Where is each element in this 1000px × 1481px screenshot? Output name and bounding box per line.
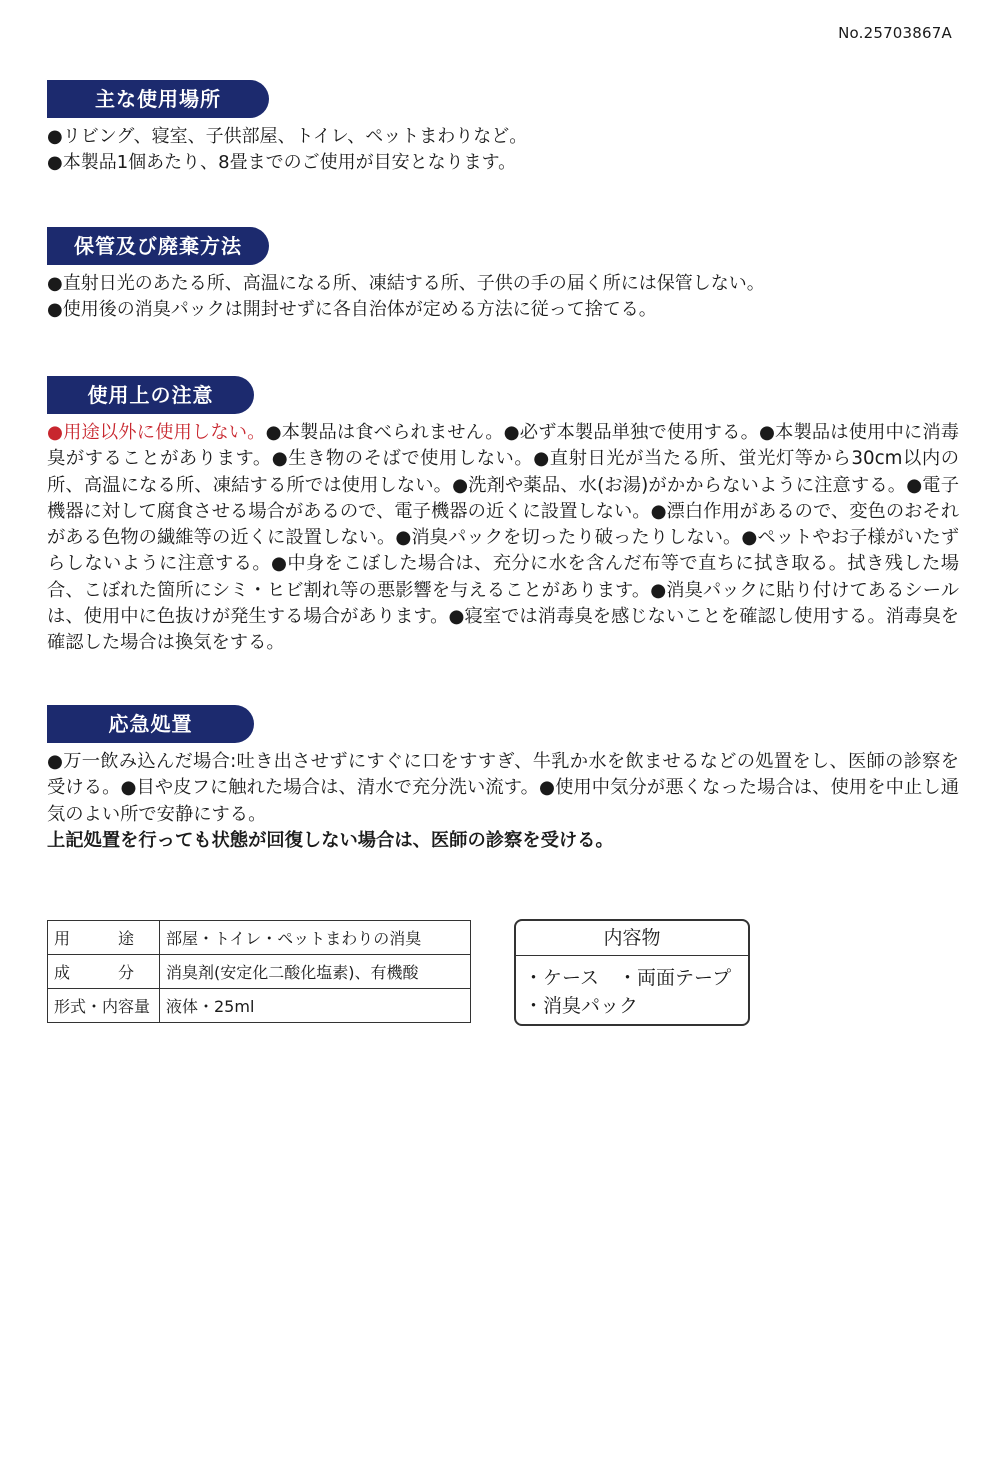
first-aid-bold-line: 上記処置を行っても状態が回復しない場合は、医師の診察を受ける。 bbox=[47, 829, 614, 851]
table-row bbox=[48, 955, 471, 989]
contents-title: 内容物 bbox=[516, 921, 748, 956]
spec-value: 液体・25ml bbox=[160, 989, 471, 1023]
first-aid-body: ●万一飲み込んだ場合:吐き出させずにすぐに口をすすぎ、牛乳か水を飲ませるなどの処置をし、医師の診察を受ける。●目や皮フに触れた場合は、清水で充分洗い流す。●使用中気分が悪くなった場合は、使用を中止し通気のよい所で安静にする。 bbox=[47, 751, 959, 825]
first-aid-heading: 応急処置 bbox=[47, 705, 254, 743]
spec-label: 成 分 bbox=[48, 955, 160, 989]
table-row bbox=[48, 921, 471, 955]
spec-label: 形式・内容量 bbox=[48, 989, 160, 1023]
spec-label: 用 途 bbox=[48, 921, 160, 955]
first-aid-text bbox=[47, 749, 959, 854]
usage-places-section bbox=[47, 80, 959, 176]
storage-heading: 保管及び廃棄方法 bbox=[47, 227, 269, 265]
usage-line: ●リビング、寝室、子供部屋、トイレ、ペットまわりなど。 bbox=[47, 126, 528, 147]
caution-highlight: ●用途以外に使用しない。 bbox=[47, 422, 266, 443]
contents-line: ・消臭パック bbox=[524, 995, 639, 1017]
spec-value: 部屋・トイレ・ペットまわりの消臭 bbox=[160, 921, 471, 955]
caution-body: ●本製品は食べられません。●必ず本製品単独で使用する。●本製品は使用中に消毒臭がすることがあります。●生き物のそばで使用しない。●直射日光が当たる所、蛍光灯等から30cm以内の所、高温になる所、凍結する所では使用しない。●洗剤や薬品、水(お湯)がかからないように注意する。●電子機器に対して腐食させる場合があるので、電子機器の近くに設置しない。●漂白作用があるので、変色のおそれがある色物の繊維等の近くに設置しない。●消臭パックを切ったり破ったりしない。●ペットやお子様がいたずらしないように注意する。●中身をこぼした場合は、充分に水を含んだ布等で直ちに拭き取る。拭き残した場合、こぼれた箇所にシミ・ヒビ割れ等の悪影響を与えることがあります。●消臭パックに貼り付けてあるシールは、使用中に色抜けが発生する場合があります。●寝室では消毒臭を感じないことを確認し使用する。消毒臭を確認した場合は換気をする。 bbox=[47, 422, 960, 654]
caution-heading: 使用上の注意 bbox=[47, 376, 254, 414]
storage-line: ●直射日光のあたる所、高温になる所、凍結する所、子供の手の届く所には保管しない。 bbox=[47, 273, 765, 294]
storage-section bbox=[47, 227, 959, 323]
first-aid-section bbox=[47, 705, 959, 854]
spec-value: 消臭剤(安定化二酸化塩素)、有機酸 bbox=[160, 955, 471, 989]
caution-text bbox=[47, 420, 959, 657]
usage-line: ●本製品1個あたり、8畳までのご使用が目安となります。 bbox=[47, 152, 517, 173]
table-row bbox=[48, 989, 471, 1023]
spec-table bbox=[47, 920, 471, 1023]
usage-places-heading: 主な使用場所 bbox=[47, 80, 269, 118]
contents-line: ・ケース ・両面テープ bbox=[524, 967, 732, 989]
caution-section bbox=[47, 376, 959, 657]
document-number: No.25703867A bbox=[838, 24, 952, 42]
contents-box bbox=[514, 919, 750, 1026]
storage-line: ●使用後の消臭パックは開封せずに各自治体が定める方法に従って捨てる。 bbox=[47, 299, 657, 320]
